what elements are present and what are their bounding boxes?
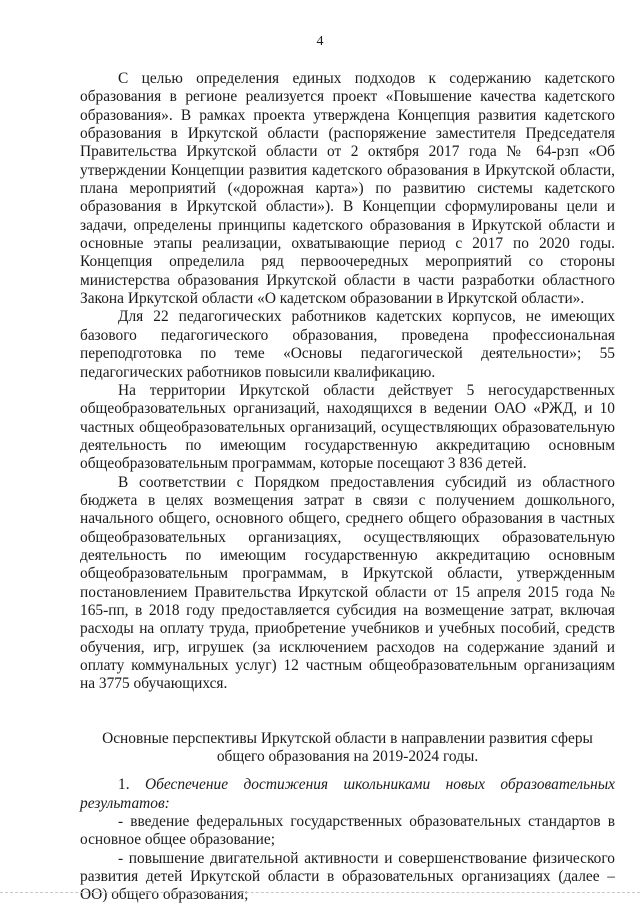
paragraph-subsidy: В соответствии с Порядком предоставления субсидий из областного бюджета в целях возмещения затрат в связи с получением дошкольного, начального общего, основного общего, среднего общего образования в частных общеобразовательных организациях, осуществляющих образовательную деятельность по имеющим государственную аккредитацию основным общеобразовательным программам, в Иркутской области, утвержденным постановлением Правительства Иркутской области от 15 апреля 2015 года № 165-пп, в 2018 году предоставляется субсидия на возмещение затрат, включая расходы на оплату труда, приобретение учебников и учебных пособий, средств обучения, игр, игрушек (за исключением расходов на содержание зданий и оплату коммунальных услуг) 12 частным общеобразовательным организациям на 3775 обучающихся.	[80, 473, 615, 693]
bullet-fgos: - введение федеральных государственных образовательных стандартов в основное общее образование;	[80, 813, 615, 849]
list-item-number: 1.	[118, 776, 130, 794]
list-item-1	[80, 776, 615, 813]
document-body	[80, 70, 615, 905]
section-spacer	[80, 694, 615, 712]
paragraph-retraining: Для 22 педагогических работников кадетских корпусов, не имеющих базового педагогического образования, проведена профессиональная переподготовка по теме «Основы педагогической деятельности»; 55 педагогических работников повысили квалификацию.	[80, 308, 615, 381]
page-bottom-edge	[0, 892, 640, 893]
paragraph-private-schools: На территории Иркутской области действует 5 негосударственных общеобразовательных организаций, находящихся в ведении ОАО «РЖД, и 10 частных общеобразовательных организаций, осуществляющих образовательную деятельность по имеющим государственную аккредитацию основным общеобразовательным программам, которые посещают 3 836 детей.	[80, 381, 615, 473]
bullet-physical-activity: - повышение двигательной активности и совершенствование физического развития детей Иркутской области в образовательных организациях (далее – ОО) общего образования;	[80, 849, 615, 904]
section-heading: Основные перспективы Иркутской области в направлении развития сферы общего образования на 2019-2024 годы.	[102, 729, 593, 766]
paragraph-cadet-concept: С целью определения единых подходов к содержанию кадетского образования в регионе реализуется проект «Повышение качества кадетского образования». В рамках проекта утверждена Концепция развития кадетского образования в Иркутской области (распоряжение заместителя Председателя Правительства Иркутской области от 2 октября 2017 года № 64-рзп «Об утверждении Концепции развития кадетского образования в Иркутской области, плана мероприятий («дорожная карта») по развитию системы кадетского образования в Иркутской области»). В Концепции сформулированы цели и задачи, определены принципы кадетского образования в Иркутской области и основные этапы реализации, охватывающие период с 2017 по 2020 годы. Концепция определила ряд первоочередных мероприятий со стороны министерства образования Иркутской области в части разработки областного Закона Иркутской области «О кадетском образовании в Иркутской области».	[80, 70, 615, 308]
list-item-title: Обеспечение достижения школьниками новых образовательных результатов:	[80, 776, 615, 812]
page-number: 4	[316, 34, 324, 49]
